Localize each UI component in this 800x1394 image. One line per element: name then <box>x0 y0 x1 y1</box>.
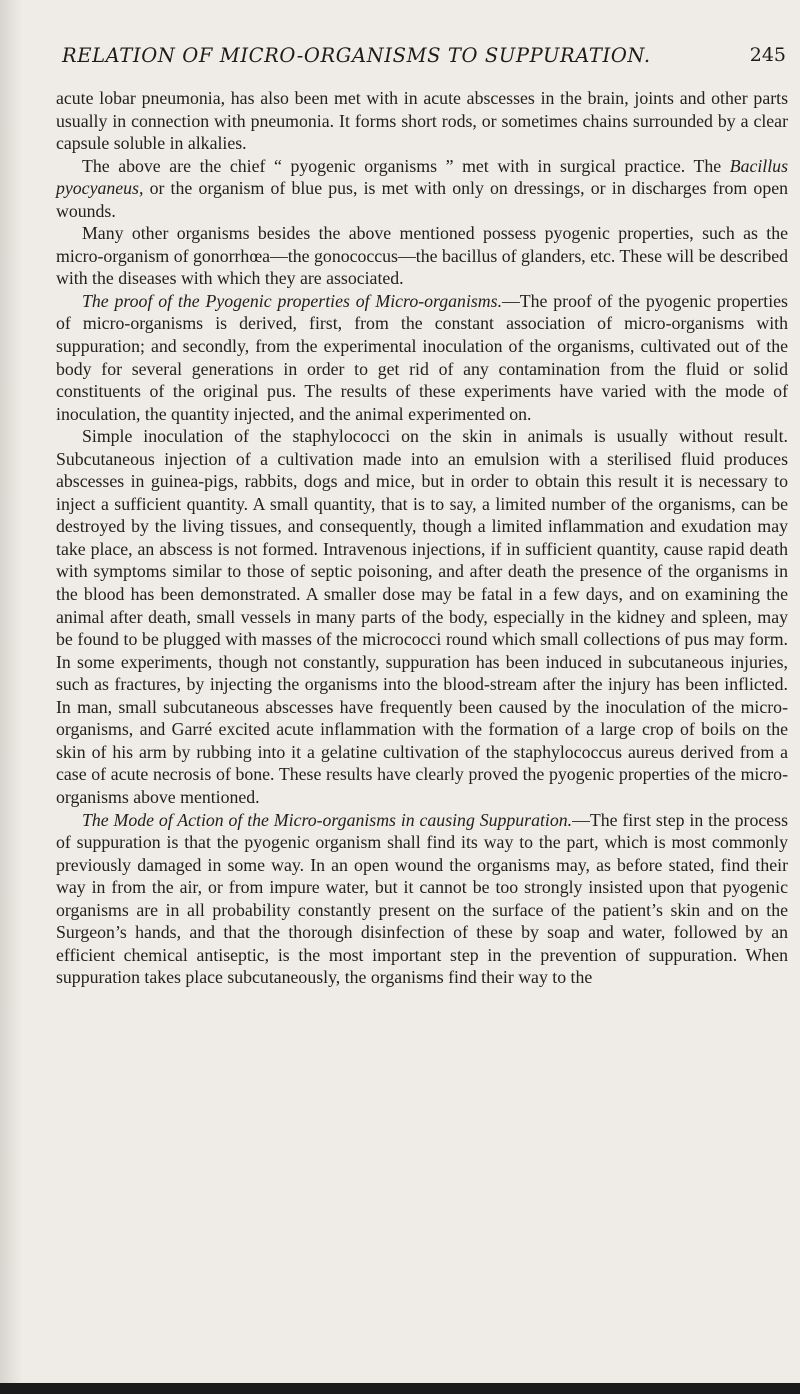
paragraph-text: —The proof of the pyogenic properties of micro-organisms is derived, first, from the constant association of micro-organisms with suppuration; and secondly, from the experimental inoculation of the organisms, cultivated out of the body for several generations in order to get rid of any contamination from the fluid or solid constituents of the original pus. The results of these experiments have varied with the mode of inoculation, the quantity injected, and the animal experimented on. <box>56 290 788 424</box>
paragraph-text: or the organism of blue pus, is met with only on dressings, or in discharges from open wounds. <box>56 178 788 221</box>
page-number: 245 <box>749 44 786 66</box>
paragraph-pneumococcus-end: acute lobar pneumonia, has also been met with in acute abscesses in the brain, joints and other parts usually in connection with pneumonia. It forms short rods, or sometimes chains surrounded by a clear capsule soluble in alkalies. <box>56 88 788 154</box>
paragraph-other-organisms: Many other organisms besides the above mentioned possess pyogenic properties, such as the micro-organism of gonorrhœa—the gonococcus—the bacillus of glanders, etc. These will be described with the diseases with which they are associated. <box>56 223 788 289</box>
binding-shadow <box>0 0 22 1394</box>
running-title: RELATION OF MICRO-ORGANISMS TO SUPPURATION. <box>62 44 651 67</box>
section-heading-mode-of-action: The Mode of Action of the Micro-organisms in causing Suppuration. <box>82 809 573 830</box>
paragraph-text: —The first step in the process of suppuration is that the pyogenic organism shall find its way to the part, which is most commonly previously damaged in some way. In an open wound the organisms may, as before stated, find their way in from the air, or from impure water, but it cannot be too strongly insisted upon that pyogenic organisms are in all probability constantly present on the surface of the patient’s skin and on the Surgeon’s hands, and that the thorough disinfection of these by soap and water, followed by an efficient chemical antiseptic, is the most important step in the prevention of suppuration. When suppuration takes place subcutaneously, the organisms find their way to the <box>56 809 788 988</box>
running-head <box>62 44 786 74</box>
bacillus-name: Bacillus pyocyaneus, <box>56 155 788 199</box>
bottom-edge <box>0 1383 800 1394</box>
paragraph-text: The above are the chief “ pyogenic organisms ” met with in surgical practice. The <box>82 155 730 176</box>
body-text <box>56 87 788 989</box>
paragraph-pyogenic-organisms <box>56 155 788 223</box>
paragraph-mode-of-action <box>56 809 788 989</box>
paragraph-inoculation: Simple inoculation of the staphylococci on the skin in animals is usually without result. Subcutaneous injection of a cultivation made into an emulsion with a sterilised fluid produces abscesses in guinea-pigs, rabbits, dogs and mice, but in order to obtain this result it is necessary to inject a sufficient quantity. A small quantity, that is to say, a limited number of the organisms, can be destroyed by the living tissues, and consequently, though a limited inflammation and exudation may take place, an abscess is not formed. Intravenous injections, if in sufficient quantity, cause rapid death with symptoms similar to those of septic poisoning, and after death the presence of the organisms in the blood has been demonstrated. A smaller dose may be fatal in a few days, and on examining the animal after death, small vessels in many parts of the body, especially in the kidney and spleen, may be found to be plugged with masses of the micrococci round which small collections of pus may form. In some experiments, though not constantly, suppuration has been induced in subcutaneous injuries, such as fractures, by injecting the organisms into the blood-stream after the injury has been inflicted. In man, small subcutaneous abscesses have frequently been caused by the inoculation of the micro-organisms, and Garré excited acute inflammation with the formation of a large crop of boils on the skin of his arm by rubbing into it a gelatine cultivation of the staphylococcus aureus derived from a case of acute necrosis of bone. These results have clearly proved the pyogenic properties of the micro-organisms above mentioned. <box>56 426 788 807</box>
paragraph-proof <box>56 290 788 425</box>
section-heading-proof: The proof of the Pyogenic properties of Micro-organisms. <box>82 290 503 311</box>
